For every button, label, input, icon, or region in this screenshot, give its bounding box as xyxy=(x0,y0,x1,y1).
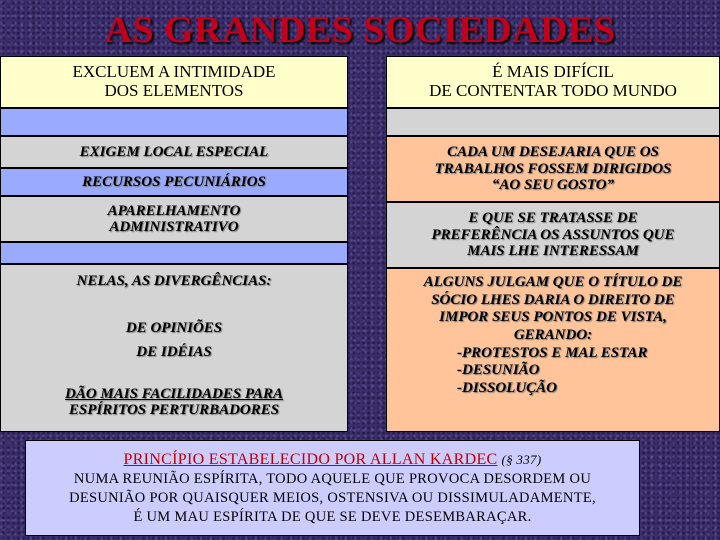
divergencias-item-2: DE IDÉIAS xyxy=(136,343,212,360)
consequencia-item-3: -DISSOLUÇÃO xyxy=(457,380,558,397)
left-header-line-2: DOS ELEMENTOS xyxy=(104,81,244,100)
aparelhamento-line-1: APARELHAMENTO xyxy=(107,202,241,219)
julgam-line-3: IMPOR SEUS PONTOS DE VISTA, xyxy=(439,309,667,326)
right-header-line-2: DE CONTENTAR TODO MUNDO xyxy=(429,81,677,100)
julgam-line-4: GERANDO: xyxy=(513,327,593,344)
recursos-box xyxy=(0,168,348,196)
principle-line-1: NUMA REUNIÃO ESPÍRITA, TODO AQUELE QUE PROVOCA DESORDEM OU xyxy=(73,470,592,487)
facilidades-line-1: DÃO MAIS FACILIDADES PARA xyxy=(65,385,283,402)
desejaria-line-3: “AO SEU GOSTO” xyxy=(491,177,615,194)
facilidades-line-2: ESPÍRITOS PERTURBADORES xyxy=(68,402,280,418)
divergencias-box xyxy=(0,264,348,432)
desejaria-line-2: TRABALHOS FOSSEM DIRIGIDOS xyxy=(434,160,672,177)
tratasse-line-3: MAIS LHE INTERESSAM xyxy=(467,243,639,260)
left-header-line-1: EXCLUEM A INTIMIDADE xyxy=(72,62,276,82)
local-box xyxy=(0,136,348,168)
desejaria-box xyxy=(386,136,720,202)
divergencias-title: NELAS, AS DIVERGÊNCIAS: xyxy=(76,273,272,289)
divergencias-item-1: DE OPINIÕES xyxy=(125,319,223,336)
tratasse-line-2: PREFERÊNCIA OS ASSUNTOS QUE xyxy=(431,226,675,243)
page-title: AS GRANDES SOCIEDADES xyxy=(104,9,616,51)
principle-line-2: DESUNIÃO POR QUAISQUER MEIOS, OSTENSIVA OU DISSIMULADAMENTE, xyxy=(69,490,596,506)
consequencia-item-2: -DESUNIÃO xyxy=(457,362,540,379)
principle-line-3: É UM MAU ESPÍRITA DE QUE SE DEVE DESEMBARAÇAR. xyxy=(133,509,532,526)
recursos-text: RECURSOS PECUNIÁRIOS xyxy=(82,173,266,190)
left-header-box xyxy=(0,56,348,108)
aparelhamento-box xyxy=(0,196,348,242)
local-text: EXIGEM LOCAL ESPECIAL xyxy=(79,143,269,160)
principle-title: PRINCÍPIO ESTABELECIDO POR ALLAN KARDEC xyxy=(123,450,498,468)
right-header-box xyxy=(386,56,720,108)
left-spacer-blue-1 xyxy=(0,108,348,136)
right-header-line-1: É MAIS DIFÍCIL xyxy=(492,62,614,82)
principle-box xyxy=(25,440,640,536)
julgam-box xyxy=(386,268,720,432)
consequencia-item-1: -PROTESTOS E MAL ESTAR xyxy=(457,344,648,361)
right-spacer-gray xyxy=(386,108,720,136)
desejaria-line-1: CADA UM DESEJARIA QUE OS xyxy=(447,144,659,161)
principle-heading xyxy=(124,449,542,470)
aparelhamento-line-2: ADMINISTRATIVO xyxy=(109,219,239,235)
julgam-line-1: ALGUNS JULGAM QUE O TÍTULO DE xyxy=(423,274,683,290)
principle-reference: (§ 337) xyxy=(501,451,542,467)
julgam-line-2: SÓCIO LHES DARIA O DIREITO DE xyxy=(431,291,675,308)
tratasse-box xyxy=(386,202,720,268)
tratasse-line-1: E QUE SE TRATASSE DE xyxy=(468,210,638,227)
left-spacer-blue-2 xyxy=(0,242,348,264)
